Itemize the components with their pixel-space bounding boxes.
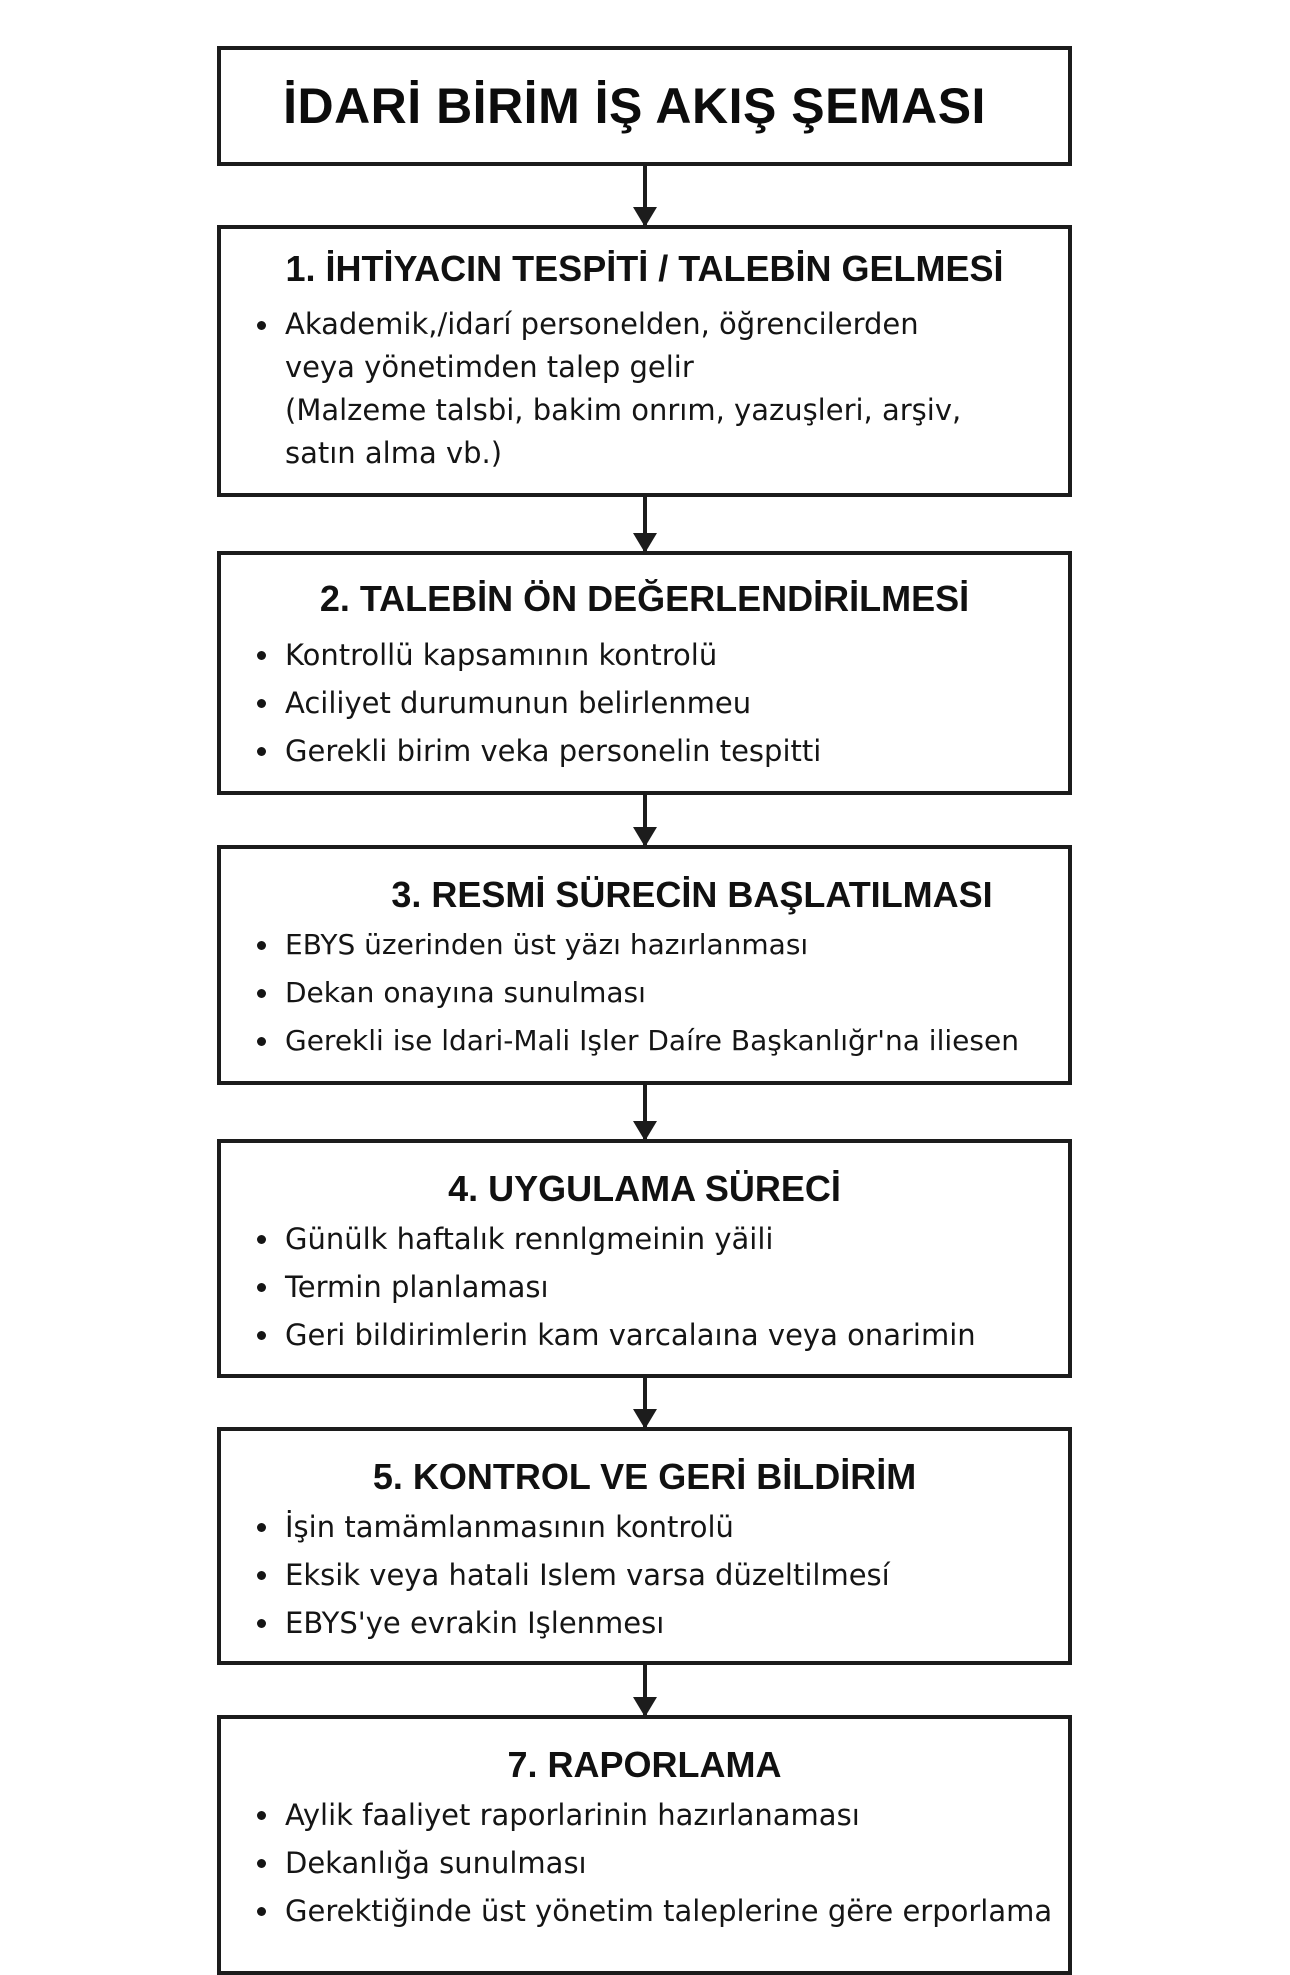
step-box-3 [217,845,1072,1085]
bullet-text: İşin tamämlanmasının kontrolü [285,1510,734,1544]
bullet-icon [257,989,266,998]
bullet-icon [257,321,266,330]
list-item [253,1215,1068,1263]
list-item [253,1503,1068,1551]
list-item [253,1791,1068,1839]
bullet-text: Dekanlığa sunulması [285,1846,587,1880]
bullet-list [221,631,1068,775]
bullet-text: Kontrollü kapsamının kontrolü [285,638,718,672]
bullet-icon [257,1235,266,1244]
bullet-text: Aylik faaliyet raporlarinin hazırlanaması [285,1798,860,1832]
bullet-list [221,1503,1068,1647]
arrow-down-icon [643,497,647,551]
bullet-icon [257,1331,266,1340]
bullet-icon [257,941,266,950]
step-box-7 [217,1715,1072,1975]
bullet-icon [257,1571,266,1580]
bullet-text: Dekan onayına sunulması [285,976,646,1009]
step-box-4 [217,1139,1072,1378]
bullet-text: Eksik veya hatali Islem varsa düzeltilmesí [285,1558,890,1592]
list-item [253,1551,1068,1599]
bullet-text: Termin planlaması [285,1270,549,1304]
bullet-icon [257,1811,266,1820]
step-box-2 [217,551,1072,795]
bullet-text-line: satın alma vb.) [285,436,503,470]
arrow-down-icon [643,1378,647,1427]
step-box-1 [217,225,1072,497]
bullet-text: Günülk haftalık rennlgmeinin yäili [285,1222,774,1256]
bullet-text-line: veya yönetimden talep gelir [285,350,694,384]
step-heading: 1. İHTİYACIN TESPİTİ / TALEBİN GELMESİ [285,248,1004,289]
bullet-text: Aciliyet durumunun belirlenmeu [285,686,752,720]
list-item [253,631,1068,679]
bullet-list [221,1791,1068,1935]
bullet-icon [257,699,266,708]
bullet-icon [257,1859,266,1868]
bullet-text: Gerektiğinde üst yönetim taleplerine gëre erporlama [285,1894,1053,1928]
arrow-down-icon [643,795,647,845]
bullet-text: Gerekli birim veka personelin tespitti [285,734,822,768]
bullet-text-line: (Malzeme talsbi, bakim onrım, yazuşleri, arşiv, [285,393,962,427]
bullet-text: EBYS'ye evrakin Işlenmesı [285,1606,665,1640]
step-heading: 3. RESMİ SÜRECİN BAŞLATILMASI [391,874,993,915]
list-item [253,1263,1068,1311]
list-item [253,1887,1068,1935]
bullet-icon [257,1037,266,1046]
bullet-text: Geri bildirimlerin kam varcalaına veya onarimin [285,1318,976,1352]
bullet-text: EBYS üzerinden üst yäzı hazırlanması [285,928,809,961]
bullet-icon [257,1619,266,1628]
bullet-list [221,921,1068,1065]
bullet-list [221,1215,1068,1359]
list-item [253,1311,1068,1359]
step-heading: 7. RAPORLAMA [507,1744,782,1785]
bullet-text-line: Akademik,/idarí personelden, öğrencilerden [285,307,919,341]
arrow-down-icon [643,166,647,225]
list-item [253,1017,1068,1065]
list-item [253,303,1068,475]
bullet-icon [257,1907,266,1916]
step-box-5 [217,1427,1072,1665]
arrow-down-icon [643,1085,647,1139]
list-item [253,969,1068,1017]
bullet-text: Gerekli ise ldari-Mali Işler Daíre Başkanlığr'na iliesen [285,1024,1019,1057]
list-item [253,727,1068,775]
bullet-icon [257,1523,266,1532]
bullet-icon [257,651,266,660]
list-item [253,921,1068,969]
list-item [253,1839,1068,1887]
step-heading: 5. KONTROL VE GERİ BİLDİRİM [372,1456,917,1497]
arrow-down-icon [643,1665,647,1715]
step-heading: 2. TALEBİN ÖN DEĞERLENDİRİLMESİ [319,578,970,619]
diagram-title: İDARİ BİRİM İŞ AKIŞ ŞEMASI [283,78,986,134]
bullet-icon [257,1283,266,1292]
step-heading: 4. UYGULAMA SÜRECİ [448,1168,841,1209]
list-item [253,679,1068,727]
title-box [217,46,1072,166]
bullet-icon [257,747,266,756]
list-item [253,1599,1068,1647]
bullet-list [221,303,1068,475]
